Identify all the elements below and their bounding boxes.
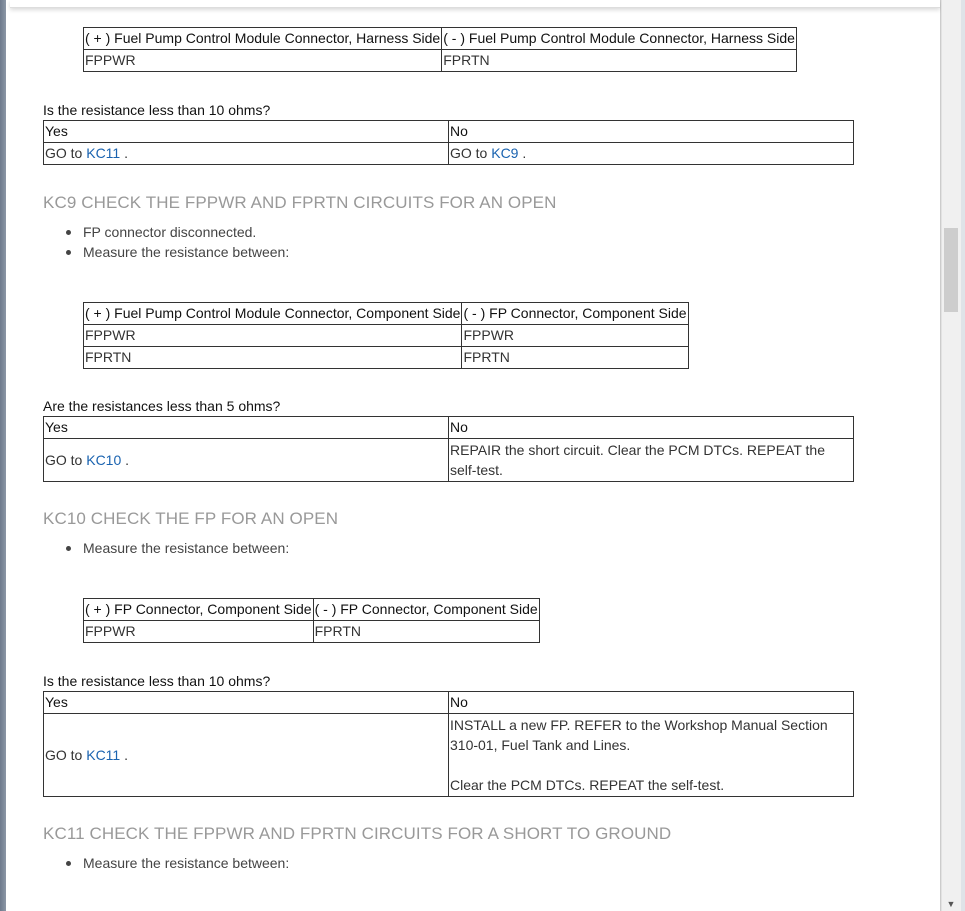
no-cell: REPAIR the short circuit. Clear the PCM DTCs. REPEAT the self-test. bbox=[449, 439, 854, 482]
list-item: Measure the resistance between: bbox=[66, 242, 289, 262]
no-header: No bbox=[449, 417, 854, 439]
table-header: ( - ) FP Connector, Component Side bbox=[313, 599, 539, 621]
table-row bbox=[44, 439, 854, 482]
table-row bbox=[84, 347, 689, 369]
no-cell-line-1: INSTALL a new FP. REFER to the Workshop Manual Section 310-01, Fuel Tank and Lines. bbox=[450, 717, 828, 753]
no-cell bbox=[449, 714, 854, 797]
kc9-bullets bbox=[66, 222, 289, 262]
component-side-connector-table bbox=[83, 302, 689, 369]
table-header: ( + ) Fuel Pump Control Module Connector, Component Side bbox=[84, 303, 462, 325]
table-row bbox=[44, 714, 854, 797]
kc11-bullets bbox=[66, 853, 289, 873]
no-cell-line-2: Clear the PCM DTCs. REPEAT the self-test. bbox=[450, 777, 725, 793]
table-row bbox=[84, 50, 797, 72]
no-cell-spacer bbox=[450, 755, 852, 775]
table-header: ( - ) Fuel Pump Control Module Connector, Harness Side bbox=[442, 28, 797, 50]
yes-header: Yes bbox=[44, 417, 449, 439]
link-kc9[interactable]: KC9 bbox=[491, 145, 519, 161]
question-resistance-10-ohms: Is the resistance less than 10 ohms? bbox=[43, 102, 271, 118]
no-header: No bbox=[449, 692, 854, 714]
table-cell: FPRTN bbox=[313, 621, 539, 643]
table-cell: FPPWR bbox=[84, 621, 314, 643]
harness-side-connector-table bbox=[83, 27, 797, 72]
question-resistance-10-ohms-kc10: Is the resistance less than 10 ohms? bbox=[43, 673, 271, 689]
scrollbar-thumb[interactable] bbox=[944, 228, 958, 312]
list-item: Measure the resistance between: bbox=[66, 538, 289, 558]
vertical-scrollbar[interactable] bbox=[941, 0, 961, 911]
scroll-down-arrow-icon[interactable]: ▼ bbox=[946, 899, 956, 909]
table-cell: FPRTN bbox=[462, 347, 688, 369]
table-row bbox=[84, 621, 540, 643]
yes-cell: GO to KC10 . bbox=[44, 439, 449, 482]
window-right-edge bbox=[961, 0, 965, 911]
link-kc10[interactable]: KC10 bbox=[86, 451, 122, 468]
no-cell: GO to KC9 . bbox=[449, 143, 854, 165]
table-cell: FPRTN bbox=[84, 347, 462, 369]
table-cell: FPPWR bbox=[84, 50, 442, 72]
table-cell: FPRTN bbox=[442, 50, 797, 72]
yes-header: Yes bbox=[44, 121, 449, 143]
table-header: ( + ) Fuel Pump Control Module Connector, Harness Side bbox=[84, 28, 442, 50]
yes-header: Yes bbox=[44, 692, 449, 714]
yes-cell: GO to KC11 . bbox=[44, 714, 449, 797]
table-cell: FPPWR bbox=[84, 325, 462, 347]
kc10-bullets bbox=[66, 538, 289, 558]
question-resistances-5-ohms: Are the resistances less than 5 ohms? bbox=[43, 398, 281, 414]
decision-table-kc10 bbox=[43, 691, 854, 797]
decision-table-q1 bbox=[43, 120, 854, 165]
list-item: Measure the resistance between: bbox=[66, 853, 289, 873]
table-header: ( - ) FP Connector, Component Side bbox=[462, 303, 688, 325]
table-cell: FPPWR bbox=[462, 325, 688, 347]
table-row bbox=[84, 325, 689, 347]
heading-kc9: KC9 CHECK THE FPPWR AND FPRTN CIRCUITS FOR AN OPEN bbox=[43, 193, 557, 212]
heading-kc11: KC11 CHECK THE FPPWR AND FPRTN CIRCUITS FOR A SHORT TO GROUND bbox=[43, 824, 672, 843]
yes-cell: GO to KC11 . bbox=[44, 143, 449, 165]
table-row bbox=[44, 143, 854, 165]
link-kc11[interactable]: KC11 bbox=[86, 746, 121, 763]
no-header: No bbox=[449, 121, 854, 143]
heading-kc10: KC10 CHECK THE FP FOR AN OPEN bbox=[43, 509, 339, 528]
list-item: FP connector disconnected. bbox=[66, 222, 289, 242]
fp-connector-table bbox=[83, 598, 540, 643]
decision-table-kc9 bbox=[43, 416, 854, 482]
table-header: ( + ) FP Connector, Component Side bbox=[84, 599, 314, 621]
link-kc11[interactable]: KC11 bbox=[86, 145, 121, 161]
